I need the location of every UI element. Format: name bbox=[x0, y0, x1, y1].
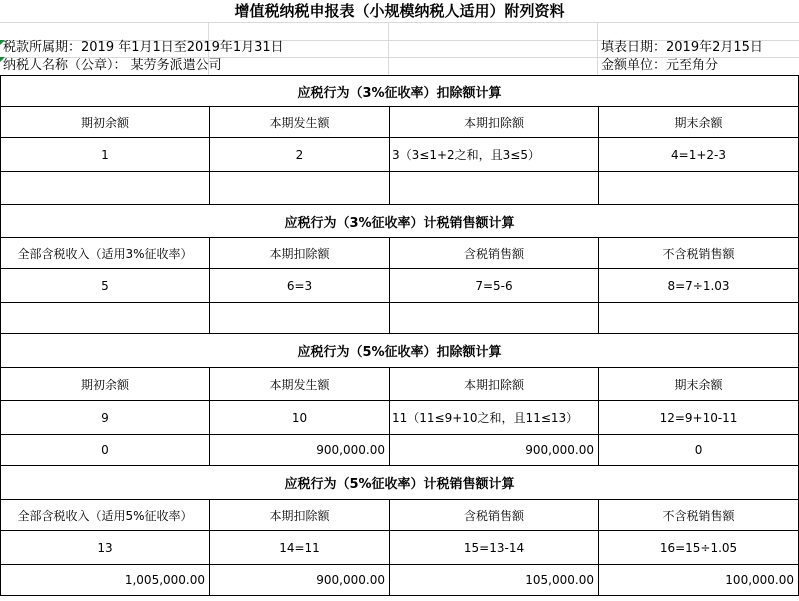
section-heading: 应税行为（3%征收率）计税销售额计算 bbox=[1, 205, 799, 238]
column-header: 期末余额 bbox=[599, 368, 799, 401]
formula-row bbox=[1, 531, 799, 565]
section-heading-row bbox=[1, 334, 799, 368]
formula-cell[interactable]: 10 bbox=[210, 401, 390, 435]
section-heading: 应税行为（5%征收率）计税销售额计算 bbox=[1, 466, 799, 500]
value-cell[interactable] bbox=[599, 172, 799, 205]
formula-cell[interactable]: 2 bbox=[210, 138, 390, 172]
value-cell[interactable]: 900,000.00 bbox=[210, 435, 390, 466]
value-cell[interactable] bbox=[599, 303, 799, 334]
value-row bbox=[1, 303, 799, 334]
fill-date-label: 填表日期：2019年2月15日 bbox=[601, 40, 763, 55]
column-header: 全部含税收入（适用5%征收率） bbox=[1, 500, 210, 531]
section-heading-row bbox=[1, 466, 799, 500]
value-cell[interactable]: 100,000.00 bbox=[599, 565, 799, 596]
tax-period-label: 税款所属期：2019 年1月1日至2019年1月31日 bbox=[3, 40, 284, 55]
column-header-row bbox=[1, 500, 799, 531]
formula-cell[interactable]: 15=13-14 bbox=[390, 531, 599, 565]
column-header: 本期扣除额 bbox=[210, 500, 390, 531]
section-heading-row bbox=[1, 205, 799, 238]
value-cell[interactable] bbox=[1, 172, 210, 205]
value-cell[interactable] bbox=[210, 303, 390, 334]
column-header: 不含税销售额 bbox=[599, 238, 799, 269]
formula-cell[interactable]: 7=5-6 bbox=[390, 269, 599, 303]
value-cell[interactable]: 900,000.00 bbox=[390, 435, 599, 466]
section-heading: 应税行为（3%征收率）扣除额计算 bbox=[1, 76, 799, 107]
column-header-row bbox=[1, 107, 799, 138]
value-cell[interactable]: 0 bbox=[1, 435, 210, 466]
value-cell[interactable] bbox=[390, 303, 599, 334]
formula-cell[interactable]: 5 bbox=[1, 269, 210, 303]
column-header-row bbox=[1, 238, 799, 269]
formula-row bbox=[1, 401, 799, 435]
value-cell[interactable]: 0 bbox=[599, 435, 799, 466]
formula-cell[interactable]: 13 bbox=[1, 531, 210, 565]
column-header: 本期发生额 bbox=[210, 368, 390, 401]
formula-cell[interactable]: 1 bbox=[1, 138, 210, 172]
section-heading-row bbox=[1, 76, 799, 107]
formula-cell[interactable]: 14=11 bbox=[210, 531, 390, 565]
column-header: 期初余额 bbox=[1, 368, 210, 401]
amount-unit-label: 金额单位：元至角分 bbox=[601, 58, 719, 73]
formula-cell[interactable]: 4=1+2-3 bbox=[599, 138, 799, 172]
form-title: 增值税纳税申报表（小规模纳税人适用）附列资料 bbox=[234, 2, 565, 20]
column-header: 本期扣除额 bbox=[390, 368, 599, 401]
value-cell[interactable]: 1,005,000.00 bbox=[1, 565, 210, 596]
taxpayer-name-label: 纳税人名称（公章）： 某劳务派遣公司 bbox=[3, 58, 222, 73]
column-header: 本期扣除额 bbox=[210, 238, 390, 269]
formula-cell[interactable]: 6=3 bbox=[210, 269, 390, 303]
column-header: 期末余额 bbox=[599, 107, 799, 138]
value-row bbox=[1, 172, 799, 205]
value-row bbox=[1, 435, 799, 466]
value-row bbox=[1, 565, 799, 596]
formula-cell[interactable]: 8=7÷1.03 bbox=[599, 269, 799, 303]
column-header: 本期扣除额 bbox=[390, 107, 599, 138]
column-header: 本期发生额 bbox=[210, 107, 390, 138]
column-header: 含税销售额 bbox=[390, 500, 599, 531]
formula-cell[interactable]: 16=15÷1.05 bbox=[599, 531, 799, 565]
formula-cell[interactable]: 9 bbox=[1, 401, 210, 435]
value-cell[interactable] bbox=[210, 172, 390, 205]
value-cell[interactable]: 105,000.00 bbox=[390, 565, 599, 596]
gridline bbox=[0, 22, 799, 23]
value-cell[interactable]: 900,000.00 bbox=[210, 565, 390, 596]
column-header-row bbox=[1, 368, 799, 401]
column-header: 不含税销售额 bbox=[599, 500, 799, 531]
column-header: 全部含税收入（适用3%征收率） bbox=[1, 238, 210, 269]
column-header: 含税销售额 bbox=[390, 238, 599, 269]
formula-row bbox=[1, 269, 799, 303]
value-cell[interactable] bbox=[390, 172, 599, 205]
gridline bbox=[597, 22, 598, 75]
section-heading: 应税行为（5%征收率）扣除额计算 bbox=[1, 334, 799, 368]
formula-row bbox=[1, 138, 799, 172]
gridline bbox=[388, 22, 389, 75]
formula-cell[interactable]: 3（3≤1+2之和，且3≤5） bbox=[390, 138, 599, 172]
column-header: 期初余额 bbox=[1, 107, 210, 138]
deduction-table bbox=[0, 75, 799, 596]
value-cell[interactable] bbox=[1, 303, 210, 334]
formula-cell[interactable]: 12=9+10-11 bbox=[599, 401, 799, 435]
formula-cell[interactable]: 11（11≤9+10之和，且11≤13） bbox=[390, 401, 599, 435]
